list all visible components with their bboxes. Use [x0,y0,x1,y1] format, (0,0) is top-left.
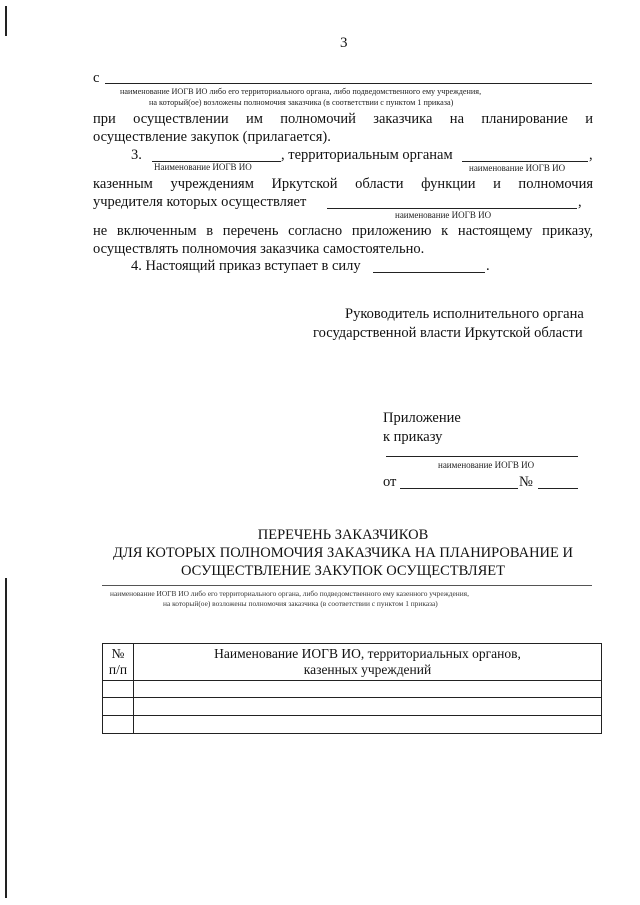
table-header-number-line-1: № [111,646,125,661]
table-header-name-line-1: Наименование ИОГВ ИО, территориальных органов, [214,646,521,661]
signature-line-2: государственной власти Иркутской области [313,325,583,341]
table-cell-name[interactable] [134,698,602,716]
appendix-from: от [383,474,397,490]
fill-line-4 [373,272,485,273]
binder-mark-top [5,6,7,36]
table-cell-number[interactable] [103,681,134,698]
list-title-line-1: ПЕРЕЧЕНЬ ЗАКАЗЧИКОВ [257,527,429,543]
paragraph-3-line-4: осуществлять полномочия заказчика самостоятельно. [93,241,425,257]
table-header-number-line-2: п/п [108,662,128,677]
caption-2-left: Наименование ИОГВ ИО [154,162,252,172]
item-3-number: 3. [131,147,142,163]
item-3-end: , [589,147,593,163]
table-header-name [134,644,602,681]
appendix-date-line [400,488,518,489]
paragraph-3-line-2-start: учредителя которых осуществляет [93,194,307,210]
paragraph-1-line-1: при осуществлении им полномочий заказчика на планирование и [93,111,593,127]
caption-4-line-1: наименование ИОГВ ИО либо его территориального органа, либо подведомственного ему казенного учреждения, [110,589,469,598]
paragraph-1-line-2: осуществление закупок (прилагается). [93,129,331,145]
table-header-number [103,644,134,681]
binder-mark-bottom [5,578,7,898]
fill-line-1 [105,83,592,84]
caption-1-line-2: на который(ое) возложены полномочия заказчика (в соответствии с пунктом 1 приказа) [149,98,454,107]
paragraph-3-line-3: не включенным в перечень согласно приложению к настоящему приказу, [93,223,593,239]
item-4-end: . [486,258,490,274]
appendix-line-1: Приложение [383,410,461,426]
table-row [103,716,602,734]
table-cell-number[interactable] [103,716,134,734]
table-cell-number[interactable] [103,698,134,716]
caption-2-right: наименование ИОГВ ИО [469,163,566,173]
line1-prefix: с [93,70,100,86]
fill-line-3b [462,161,588,162]
appendix-caption: наименование ИОГВ ИО [438,460,535,470]
table-row [103,698,602,716]
fill-line-title [102,585,592,586]
appendix-number-line [538,488,578,489]
list-title-line-3: ОСУЩЕСТВЛЕНИЕ ЗАКУПОК ОСУЩЕСТВЛЯЕТ [180,563,505,579]
table-row [103,681,602,698]
fill-line-3c [327,208,577,209]
item-3-middle: , территориальным органам [281,147,453,163]
caption-3: наименование ИОГВ ИО [395,210,492,220]
list-title-line-2: ДЛЯ КОТОРЫХ ПОЛНОМОЧИЯ ЗАКАЗЧИКА НА ПЛАНИРОВАНИЕ И [113,545,573,561]
appendix-fill-line [386,456,578,457]
customers-table [102,643,602,734]
appendix-no: № [519,474,533,490]
page-number: 3 [340,35,348,51]
caption-1-line-1: наименование ИОГВ ИО либо его территориального органа, либо подведомственного ему учреждения, [120,87,482,96]
table-header-name-line-2: казенных учреждений [303,662,432,677]
appendix-line-2: к приказу [383,429,443,445]
table-header-row [103,644,602,681]
table-cell-name[interactable] [134,681,602,698]
paragraph-3-line-1: казенным учреждениям Иркутской области функции и полномочия [93,176,593,192]
table-cell-name[interactable] [134,716,602,734]
caption-4-line-2: на который(ое) возложены полномочия заказчика (в соответствии с пунктом 1 приказа) [163,599,438,608]
item-4-text: 4. Настоящий приказ вступает в силу [131,258,361,274]
paragraph-3-line-2-end: , [578,194,582,210]
signature-line-1: Руководитель исполнительного органа [345,306,584,322]
